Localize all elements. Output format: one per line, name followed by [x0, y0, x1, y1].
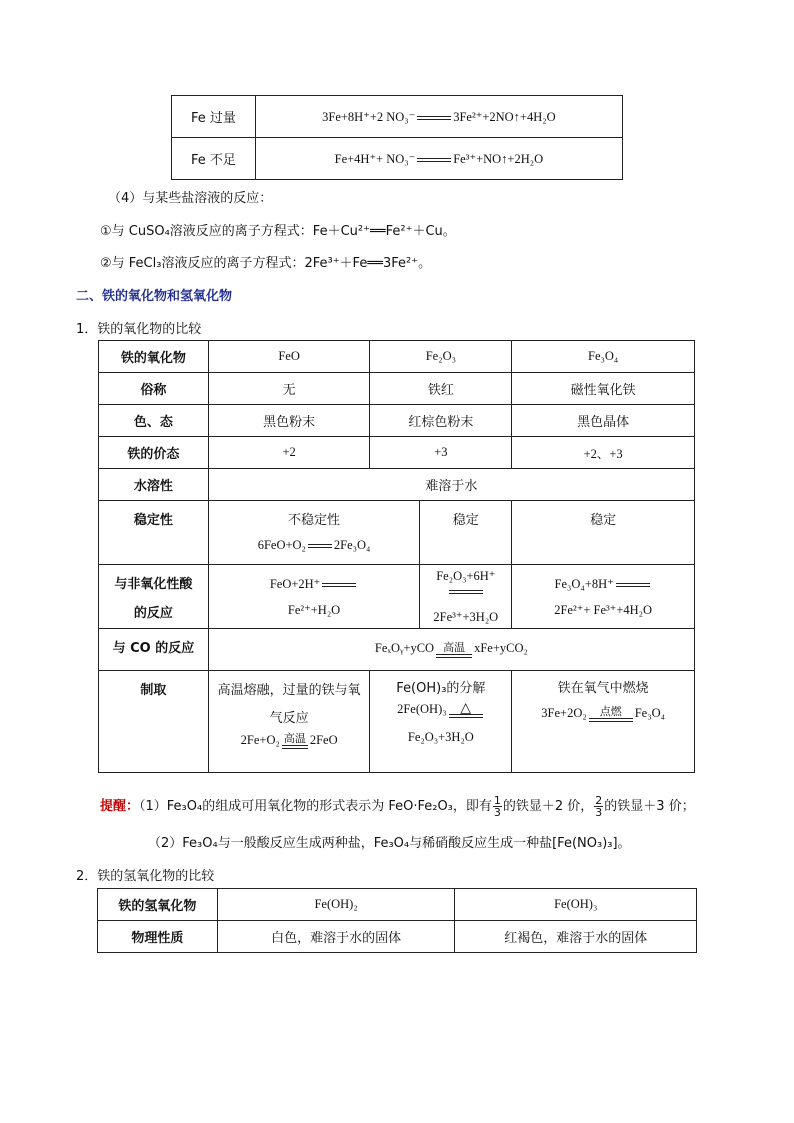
note-label: 提醒： [100, 799, 140, 814]
cuso4-reaction: ①与 CuSO₄溶液反应的离子方程式：Fe＋Cu²⁺══Fe²⁺＋Cu。 [100, 224, 456, 239]
prep-label: 制取 [99, 671, 209, 773]
color-state-feo: 黑色粉末 [208, 405, 370, 437]
solubility-label: 水溶性 [99, 469, 209, 501]
hydroxide-header-label: 铁的氢氧化物 [98, 889, 218, 921]
oxide-comparison-table [98, 340, 695, 773]
color-state-fe3o4: 黑色晶体 [512, 405, 695, 437]
fe-excess-equation: 3Fe+8H⁺+2 NO₃⁻ 3Fe²⁺+2NO↑+4H₂O [255, 96, 622, 138]
valence-feo: +2 [208, 437, 370, 469]
common-name-label: 俗称 [99, 373, 209, 405]
fe-deficient-label: Fe 不足 [172, 138, 256, 180]
header-fe2o3: Fe₂O₃ [370, 341, 512, 373]
prep-fe3o4-text: 铁在氧气中燃烧 [557, 681, 649, 696]
nitric-acid-table [171, 95, 623, 180]
prep-fe3o4 [512, 671, 695, 773]
physical-feoh2: 白色，难溶于水的固体 [217, 921, 455, 953]
stability-feo [208, 501, 420, 565]
stability-fe3o4: 稳定 [512, 501, 695, 565]
color-state-label: 色、态 [99, 405, 209, 437]
prep-fe3o4-equation: 3Fe+2O₂ 点燃 Fe₃O₄ [512, 706, 694, 722]
co-equation: FeₓOᵧ+yCO 高温 xFe+yCO₂ [208, 629, 694, 671]
subsection-oxides: 1．铁的氧化物的比较 [76, 322, 202, 337]
section4-title: （4）与某些盐溶液的反应： [108, 191, 273, 206]
prep-fe2o3 [370, 671, 512, 773]
fraction-two-thirds: $\frac{2}{3}$ [595, 794, 603, 819]
hydroxide-header-feoh2: Fe(OH)₂ [217, 889, 455, 921]
fraction-one-third: $\frac{1}{3}$ [493, 794, 501, 819]
prep-feo-text: 高温熔融，过量的铁与氧气反应 [217, 683, 361, 726]
color-state-fe2o3: 红棕色粉末 [370, 405, 512, 437]
physical-feoh3: 红褐色，难溶于水的固体 [455, 921, 697, 953]
common-name-fe2o3: 铁红 [370, 373, 512, 405]
acid-label: 与非氧化性酸 的反应 [99, 565, 209, 629]
stability-fe2o3: 稳定 [420, 501, 512, 565]
header-feo: FeO [208, 341, 370, 373]
note-line-1: 提醒：（1）Fe₃O₄的组成可用氧化物的形式表示为 FeO·Fe₂O₃，即有 $\frac{1}{3}$ 的铁显＋2 价， $\frac{2}{3}$ 的铁显＋3 价； [100, 794, 695, 819]
common-name-feo: 无 [208, 373, 370, 405]
feo-oxidation-equation: 6FeO+O₂ 2Fe₃O₄ [257, 538, 371, 552]
physical-property-label: 物理性质 [98, 921, 218, 953]
valence-label: 铁的价态 [99, 437, 209, 469]
subsection-hydroxides: 2．铁的氢氧化物的比较 [76, 869, 215, 884]
fe-excess-label: Fe 过量 [172, 96, 256, 138]
acid-feo: FeO+2H⁺ Fe²⁺+H₂O [208, 565, 420, 629]
header-fe3o4: Fe₃O₄ [512, 341, 695, 373]
hydroxide-comparison-table [97, 888, 697, 953]
prep-fe2o3-equation: 2Fe(OH)₃ △ [370, 702, 511, 718]
hydroxide-header-feoh3: Fe(OH)₃ [455, 889, 697, 921]
common-name-fe3o4: 磁性氧化铁 [512, 373, 695, 405]
prep-feo-equation: 2Fe+O₂ 高温 2FeO [209, 733, 370, 749]
co-label: 与 CO 的反应 [99, 629, 209, 671]
valence-fe3o4: +2、+3 [512, 437, 695, 469]
prep-fe2o3-products: Fe₂O₃+3H₂O [407, 730, 474, 745]
acid-fe3o4: Fe₃O₄+8H⁺ 2Fe²⁺+ Fe³⁺+4H₂O [512, 565, 695, 629]
solubility-value: 难溶于水 [208, 469, 694, 501]
fe-deficient-equation: Fe+4H⁺+ NO₃⁻ Fe³⁺+NO↑+2H₂O [255, 138, 622, 180]
stability-label: 稳定性 [99, 501, 209, 565]
prep-fe2o3-text: Fe(OH)₃的分解 [396, 681, 486, 696]
prep-feo [208, 671, 370, 773]
fecl3-reaction: ②与 FeCl₃溶液反应的离子方程式：2Fe³⁺＋Fe══3Fe²⁺。 [100, 256, 432, 271]
acid-fe2o3: Fe₂O₃+6H⁺ 2Fe³⁺+3H₂O [420, 565, 512, 629]
note-line-2: （2）Fe₃O₄与一般酸反应生成两种盐，Fe₃O₄与稀硝酸反应生成一种盐[Fe(NO₃)₃]。 [148, 836, 631, 851]
valence-fe2o3: +3 [370, 437, 512, 469]
section-heading: 二、铁的氧化物和氢氧化物 [76, 289, 233, 304]
stability-feo-text: 不稳定性 [288, 513, 341, 528]
header-oxide: 铁的氧化物 [99, 341, 209, 373]
